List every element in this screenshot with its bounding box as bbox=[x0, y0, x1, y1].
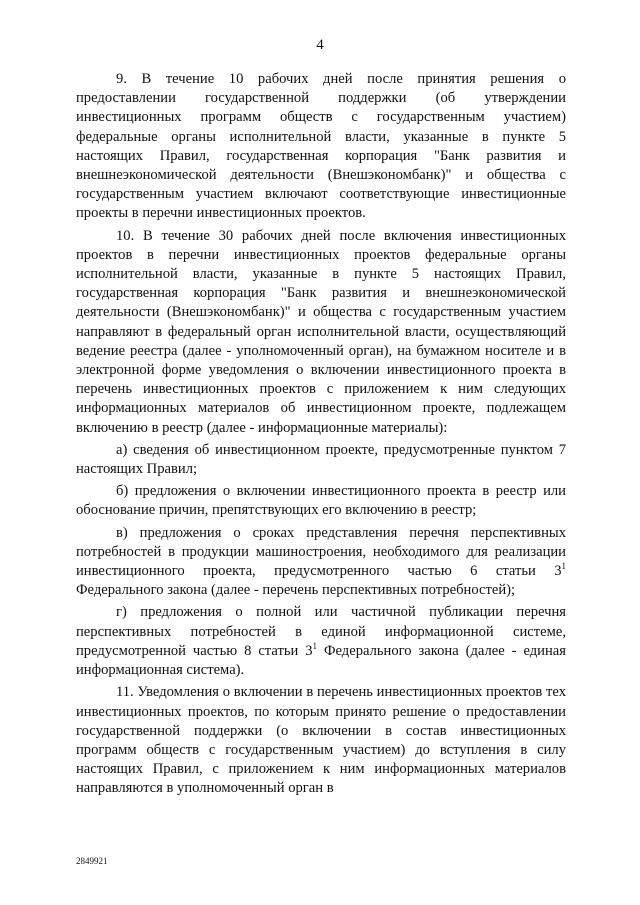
document-code: 2849921 bbox=[76, 856, 108, 866]
paragraph-10: 10. В течение 30 рабочих дней после включения инвестиционных проектов в перечни инвестиционных проектов федеральные органы исполнительной власти, указанные в пункте 5 настоящих Правил, государственная корпорация "Банк развития и внешнеэкономической деятельности (Внешэкономбанк)" и общества с государственным участием направляют в федеральный орган исполнительной власти, осуществляющий ведение реестра (далее - уполномоченный орган), на бумажном носителе и в электронной форме уведомления о включении инвестиционного проекта в перечень инвестиционных проектов с приложением к ним следующих информационных материалов об инвестиционном проекте, подлежащем включению в реестр (далее - информационные материалы): bbox=[76, 227, 566, 436]
document-body bbox=[76, 70, 566, 802]
superscript: 1 bbox=[561, 561, 566, 572]
page-number: 4 bbox=[316, 37, 324, 53]
paragraph-11: 11. Уведомления о включении в перечень инвестиционных проектов тех инвестиционных проектов, по которым принято решение о предоставлении государственной поддержки (о включении в состав инвестиционных программ обществ с государственным участием) до вступления в силу настоящих Правил, с приложением к ним информационных материалов направляются в уполномоченный орган в bbox=[76, 684, 566, 797]
paragraph-9: 9. В течение 10 рабочих дней после принятия решения о предоставлении государственной поддержки (об утверждении инвестиционных программ обществ с государственным участием) федеральные органы исполнительной власти, указанные в пункте 5 настоящих Правил, государственная корпорация "Банк развития и внешнеэкономической деятельности (Внешэкономбанк)" и общества с государственным участием включают соответствующие инвестиционные проекты в перечни инвестиционных проектов. bbox=[76, 71, 566, 222]
paragraph-10-v-text: в) предложения о сроках представления перечня перспективных потребностей в продукции машиностроения, необходимого для реализации инвестиционного проекта, предусмотренного частью 6 статьи 3 bbox=[76, 524, 566, 580]
superscript: 1 bbox=[312, 641, 318, 652]
paragraph-10-g-text-end: Федерального закона (далее - единая информационная система). bbox=[76, 642, 566, 679]
paragraph-10-g-text: г) предложения о полной или частичной публикации перечня перспективных потребностей в единой информационной системе, предусмотренной частью 8 статьи 3 bbox=[76, 604, 566, 659]
paragraph-10-a: а) сведения об инвестиционном проекте, предусмотренные пунктом 7 настоящих Правил; bbox=[76, 441, 566, 478]
paragraph-10-v-text-end: Федерального закона (далее - перечень перспективных потребностей); bbox=[76, 582, 516, 599]
paragraph-10-b: б) предложения о включении инвестиционного проекта в реестр или обоснование причин, препятствующих его включению в реестр; bbox=[76, 483, 566, 519]
paragraph-10-v bbox=[76, 524, 566, 601]
paragraph-10-g bbox=[76, 603, 566, 680]
